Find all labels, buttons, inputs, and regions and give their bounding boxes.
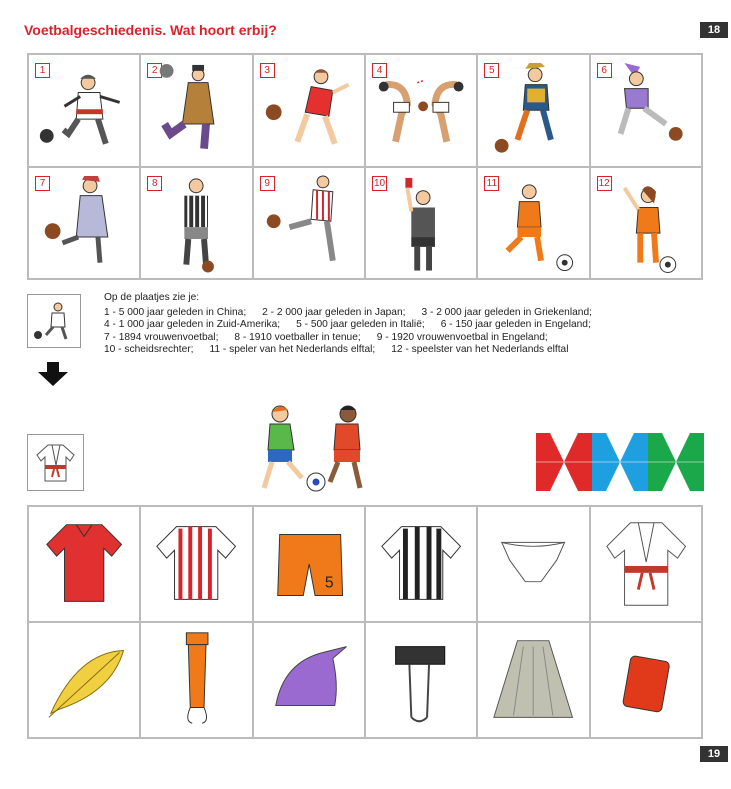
referee-icon [366,168,476,279]
cell-number: 3 [260,63,275,78]
legend-item: 2 - 2 000 jaar geleden in Japan; [262,306,406,318]
legend-row [104,332,608,345]
cell-number: 7 [35,176,50,191]
player-cell-10[interactable] [365,167,477,280]
legend-row [104,319,608,332]
item-cell[interactable] [365,622,477,738]
item-cell[interactable] [253,506,365,622]
shorts-number: 5 [324,574,334,592]
cell-number: 5 [484,63,499,78]
item-cell[interactable] [590,622,702,738]
grey-skirt-icon [478,623,588,737]
player-cell-9[interactable] [253,167,365,280]
cell-number: 8 [147,176,162,191]
kimono-icon [591,507,701,621]
cell-number: 6 [597,63,612,78]
item-cell[interactable] [140,622,252,738]
cell-number: 12 [598,177,610,189]
legend-item: 4 - 1 000 jaar geleden in Zuid-Amerika; [104,319,281,331]
player-cell-5[interactable] [477,54,589,167]
orange-shorts-icon [254,507,364,621]
chinese-player-icon [29,55,139,166]
player-cell-3[interactable] [253,54,365,167]
striped-shirt-icon [141,507,251,621]
page-title: Voetbalgeschiedenis. Wat hoort erbij? [24,22,277,38]
legend-item: 9 - 1920 vrouwenvoetbal in Engeland; [376,331,548,343]
greek-player-icon [254,55,364,166]
cell-number: 10 [373,177,386,189]
items-grid [27,505,703,739]
cell-number: 9 [260,176,275,191]
red-card-icon [591,623,701,737]
legend-text [104,292,608,357]
legend-item: 6 - 150 jaar geleden in Engeland; [440,319,591,331]
dutch-woman-player-icon [591,168,701,279]
legend-row [104,344,608,357]
two-players-illustration [250,402,375,502]
player-cell-12[interactable] [590,167,702,280]
item-cell[interactable] [590,506,702,622]
italian-player-icon [478,55,588,166]
orange-sock-icon [141,623,251,737]
kimono-example-icon [27,434,84,491]
legend-intro: Op de plaatjes zie je: [104,292,200,303]
cell-number: 2 [147,63,162,78]
japanese-player-icon [141,55,251,166]
cell-number: 4 [372,63,387,78]
legend-item: 11 - speler van het Nederlands elftal; [209,344,376,356]
english-player-icon [591,55,701,166]
black-white-shirt-icon [366,507,476,621]
legend-item: 10 - scheidsrechter; [104,344,194,356]
item-cell[interactable] [253,622,365,738]
legend-item: 3 - 2 000 jaar geleden in Griekenland; [421,306,592,318]
players-grid [27,53,703,280]
player-cell-4[interactable] [365,54,477,167]
women-1894-icon [29,168,139,279]
item-cell[interactable] [28,622,140,738]
purple-cap-icon [254,623,364,737]
feather-icon [29,623,139,737]
player-cell-2[interactable] [140,54,252,167]
player-1910-icon [141,168,251,279]
legend-item: 7 - 1894 vrouwenvoetbal; [104,331,219,343]
player-cell-8[interactable] [140,167,252,280]
legend-item: 8 - 1910 voetballer in tenue; [234,331,361,343]
player-cell-6[interactable] [590,54,702,167]
south-american-players-icon [366,55,476,166]
women-1920-icon [254,168,364,279]
color-code-strip [536,433,704,491]
example-player-thumbnail [27,294,81,348]
page-number-bottom: 19 [700,746,728,762]
arrow-down-icon [38,362,68,386]
legend-item: 5 - 500 jaar geleden in Italië; [296,319,425,331]
item-cell[interactable] [28,506,140,622]
black-headband-icon [366,623,476,737]
item-cell[interactable] [477,622,589,738]
player-cell-1[interactable] [28,54,140,167]
page-number-top: 18 [700,22,728,38]
legend-item: 1 - 5 000 jaar geleden in China; [104,306,247,318]
cell-number: 1 [35,63,50,78]
item-cell[interactable] [477,506,589,622]
player-cell-11[interactable] [477,167,589,280]
player-cell-7[interactable] [28,167,140,280]
cell-number: 11 [484,176,499,191]
item-cell[interactable] [140,506,252,622]
legend-row [104,307,608,320]
dutch-player-icon [478,168,588,279]
loincloth-icon [478,507,588,621]
legend-item: 12 - speelster van het Nederlands elftal [391,344,569,356]
red-tunic-icon [29,507,139,621]
item-cell[interactable] [365,506,477,622]
